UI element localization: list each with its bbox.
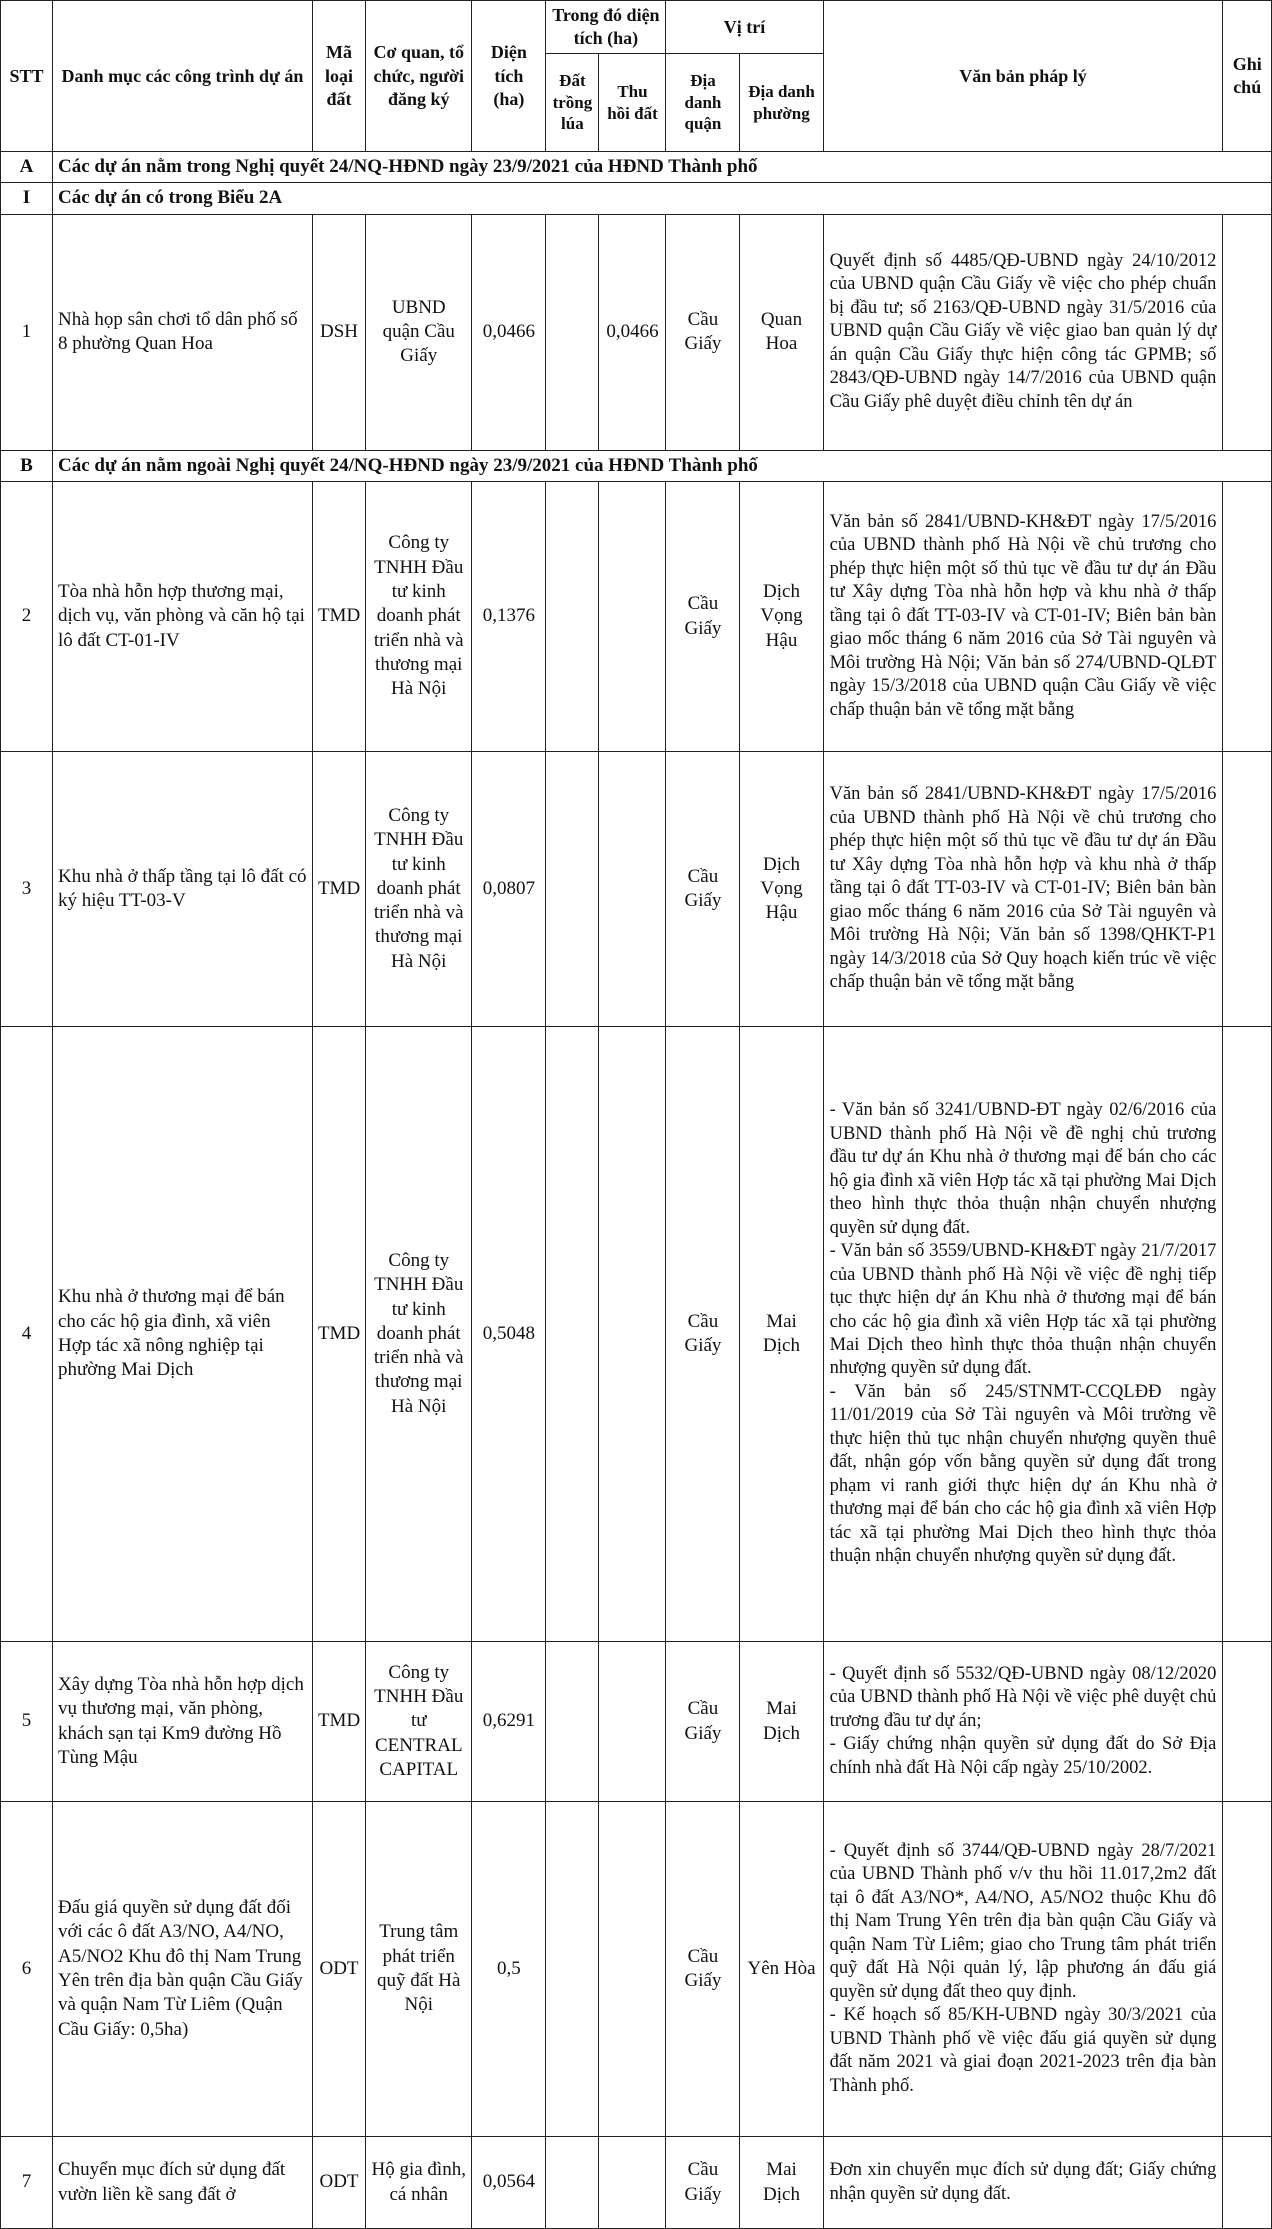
row-land-code: ODT [312, 2137, 365, 2229]
row-legal-docs: - Văn bản số 3241/UBND-ĐT ngày 02/6/2016 của UBND thành phố Hà Nội về đề nghị chủ trương đầu tư dự án Khu nhà ở thương mại để bán cho các hộ gia đình xã viên Hợp tác xã tại phường Mai Dịch theo hình thực thỏa thuận nhận chuyển nhượng quyền sử dụng đất. - Văn bản số 3559/UBND-KH&ĐT ngày 21/7/2017 của UBND thành phố Hà Nội về việc đề nghị tiếp tục thực hiện dự án Khu nhà ở thương mại để bán cho các hộ gia đình xã viên Hợp tác xã tại phường Mai Dịch theo hình thực thỏa thuận nhận chuyển nhượng quyền sử dụng đất. - Văn bản số 245/STNMT-CCQLĐĐ ngày 11/01/2019 của Sở Tài nguyên và Môi trường về thực hiện thủ tục nhận chuyển nhượng quyền thuê đất, nhận góp vốn bằng quyền sử dụng đất trong phạm vi ranh giới thực hiện dự án Khu nhà ở thương mại để bán cho các hộ gia đình xã viên Hợp tác xã tại phường Mai Dịch theo hình thực thỏa thuận nhận chuyển nhượng quyền sử dụng đất. [823, 1027, 1223, 1642]
row-rice-land [546, 214, 599, 450]
row-notes [1223, 752, 1272, 1027]
section-code: A [1, 152, 53, 183]
row-notes [1223, 1027, 1272, 1642]
row-recovered-land: 0,0466 [599, 214, 666, 450]
table-row [1, 1802, 1272, 2137]
section-row [1, 183, 1272, 214]
row-organization: Trung tâm phát triển quỹ đất Hà Nội [366, 1802, 472, 2137]
row-ward: Quan Hoa [740, 214, 823, 450]
row-stt: 7 [1, 2137, 53, 2229]
row-district: Cầu Giấy [666, 214, 740, 450]
table-row [1, 1027, 1272, 1642]
row-land-code: TMD [312, 1642, 365, 1802]
row-organization: Công ty TNHH Đầu tư CENTRAL CAPITAL [366, 1642, 472, 1802]
row-land-code: ODT [312, 1802, 365, 2137]
row-organization: Hộ gia đình, cá nhân [366, 2137, 472, 2229]
header-of-which: Trong đó diện tích (ha) [546, 1, 666, 54]
row-organization: Công ty TNHH Đầu tư kinh doanh phát triển nhà và thương mại Hà Nội [366, 752, 472, 1027]
row-project-name: Tòa nhà hỗn hợp thương mại, dịch vụ, văn phòng và căn hộ tại lô đất CT-01-IV [52, 482, 312, 752]
row-recovered-land [599, 1802, 666, 2137]
row-land-code: DSH [312, 214, 365, 450]
row-notes [1223, 482, 1272, 752]
row-notes [1223, 2137, 1272, 2229]
table-row [1, 752, 1272, 1027]
table-row [1, 2137, 1272, 2229]
row-legal-docs: Quyết định số 4485/QĐ-UBND ngày 24/10/2012 của UBND quận Cầu Giấy về việc cho phép chuẩn bị đầu tư; số 2163/QĐ-UBND ngày 31/5/2016 của UBND quận Cầu Giấy về việc giao ban quản lý dự án quận Cầu Giấy thực hiện công tác GPMB; số 2843/QĐ-UBND ngày 14/7/2016 của UBND quận Cầu Giấy phê duyệt điều chỉnh tên dự án [823, 214, 1223, 450]
section-title: Các dự án có trong Biểu 2A [52, 183, 1271, 214]
table-row [1, 1642, 1272, 1802]
row-ward: Mai Dịch [740, 2137, 823, 2229]
header-rice-land: Đất trồng lúa [546, 54, 599, 152]
row-area: 0,5048 [472, 1027, 546, 1642]
row-project-name: Khu nhà ở thương mại để bán cho các hộ gia đình, xã viên Hợp tác xã nông nghiệp tại phường Mai Dịch [52, 1027, 312, 1642]
row-area: 0,5 [472, 1802, 546, 2137]
row-stt: 1 [1, 214, 53, 450]
header-project-list: Danh mục các công trình dự án [52, 1, 312, 152]
row-legal-docs: Đơn xin chuyển mục đích sử dụng đất; Giấy chứng nhận quyền sử dụng đất. [823, 2137, 1223, 2229]
header-stt: STT [1, 1, 53, 152]
header-area: Diện tích (ha) [472, 1, 546, 152]
section-row [1, 152, 1272, 183]
section-code: B [1, 450, 53, 481]
row-district: Cầu Giấy [666, 1802, 740, 2137]
row-rice-land [546, 482, 599, 752]
row-ward: Dịch Vọng Hậu [740, 482, 823, 752]
table-row [1, 482, 1272, 752]
row-ward: Yên Hòa [740, 1802, 823, 2137]
row-project-name: Xây dựng Tòa nhà hỗn hợp dịch vụ thương mại, văn phòng, khách sạn tại Km9 đường Hồ Tùng Mậu [52, 1642, 312, 1802]
row-district: Cầu Giấy [666, 2137, 740, 2229]
row-ward: Mai Dịch [740, 1642, 823, 1802]
row-stt: 6 [1, 1802, 53, 2137]
row-recovered-land [599, 2137, 666, 2229]
row-district: Cầu Giấy [666, 752, 740, 1027]
section-row [1, 450, 1272, 481]
header-organization: Cơ quan, tổ chức, người đăng ký [366, 1, 472, 152]
row-district: Cầu Giấy [666, 1027, 740, 1642]
row-organization: UBND quận Cầu Giấy [366, 214, 472, 450]
row-organization: Công ty TNHH Đầu tư kinh doanh phát triển nhà và thương mại Hà Nội [366, 482, 472, 752]
header-land-code: Mã loại đất [312, 1, 365, 152]
row-notes [1223, 214, 1272, 450]
header-legal-docs: Văn bản pháp lý [823, 1, 1223, 152]
section-code: I [1, 183, 53, 214]
row-organization: Công ty TNHH Đầu tư kinh doanh phát triển nhà và thương mại Hà Nội [366, 1027, 472, 1642]
header-recovered-land: Thu hồi đất [599, 54, 666, 152]
header-district: Địa danh quận [666, 54, 740, 152]
header-location: Vị trí [666, 1, 823, 54]
row-project-name: Khu nhà ở thấp tầng tại lô đất có ký hiệu TT-03-V [52, 752, 312, 1027]
row-rice-land [546, 1027, 599, 1642]
header-ward: Địa danh phường [740, 54, 823, 152]
row-area: 0,6291 [472, 1642, 546, 1802]
row-ward: Mai Dịch [740, 1027, 823, 1642]
row-legal-docs: Văn bản số 2841/UBND-KH&ĐT ngày 17/5/2016 của UBND thành phố Hà Nội về chủ trương cho phép thực hiện một số thủ tục về đầu tư dự án Đầu tư Xây dựng Tòa nhà hỗn hợp và khu nhà ở thấp tầng tại ô đất TT-03-IV và CT-01-IV; Biên bản bàn giao mốc tháng 6 năm 2016 của Sở Tài nguyên và Môi trường Hà Nội; Văn bản số 274/UBND-QLĐT ngày 15/3/2018 của UBND quận Cầu Giấy về việc chấp thuận bản vẽ tổng mặt bằng [823, 482, 1223, 752]
row-area: 0,0466 [472, 214, 546, 450]
row-recovered-land [599, 1642, 666, 1802]
row-recovered-land [599, 482, 666, 752]
row-district: Cầu Giấy [666, 1642, 740, 1802]
row-rice-land [546, 1802, 599, 2137]
row-project-name: Nhà họp sân chơi tổ dân phố số 8 phường Quan Hoa [52, 214, 312, 450]
row-stt: 2 [1, 482, 53, 752]
row-rice-land [546, 2137, 599, 2229]
row-district: Cầu Giấy [666, 482, 740, 752]
row-ward: Dịch Vọng Hậu [740, 752, 823, 1027]
row-recovered-land [599, 752, 666, 1027]
row-project-name: Chuyển mục đích sử dụng đất vườn liền kề sang đất ở [52, 2137, 312, 2229]
row-notes [1223, 1802, 1272, 2137]
row-land-code: TMD [312, 752, 365, 1027]
header-notes: Ghi chú [1223, 1, 1272, 152]
row-legal-docs: - Quyết định số 5532/QĐ-UBND ngày 08/12/2020 của UBND thành phố Hà Nội về việc phê duyệt chủ trương đầu tư dự án; - Giấy chứng nhận quyền sử dụng đất do Sở Địa chính nhà đất Hà Nội cấp ngày 25/10/2002. [823, 1642, 1223, 1802]
row-area: 0,0807 [472, 752, 546, 1027]
row-stt: 4 [1, 1027, 53, 1642]
row-land-code: TMD [312, 482, 365, 752]
row-legal-docs: - Quyết định số 3744/QĐ-UBND ngày 28/7/2021 của UBND Thành phố v/v thu hồi 11.017,2m2 đất tại ô đất A3/NO*, A4/NO, A5/NO2 thuộc Khu đô thị Nam Trung Yên trên địa bàn quận Cầu Giấy và quận Nam Từ Liêm; giao cho Trung tâm phát triển quỹ đất Hà Nội quản lý, lập phương án đấu giá quyền sử dụng đất theo quy định. - Kế hoạch số 85/KH-UBND ngày 30/3/2021 của UBND Thành phố về việc đấu giá quyền sử dụng đất năm 2021 và giai đoạn 2021-2023 trên địa bàn Thành phố. [823, 1802, 1223, 2137]
row-notes [1223, 1642, 1272, 1802]
section-title: Các dự án nằm ngoài Nghị quyết 24/NQ-HĐND ngày 23/9/2021 của HĐND Thành phố [52, 450, 1271, 481]
row-recovered-land [599, 1027, 666, 1642]
row-legal-docs: Văn bản số 2841/UBND-KH&ĐT ngày 17/5/2016 của UBND thành phố Hà Nội về chủ trương cho phép thực hiện một số thủ tục về đầu tư dự án Đầu tư Xây dựng Tòa nhà hỗn hợp và khu nhà ở thấp tầng tại ô đất TT-03-IV và CT-01-IV; Biên bản bàn giao mốc tháng 6 năm 2016 của Sở Tài nguyên và Môi trường Hà Nội; Văn bản số 1398/QHKT-P1 ngày 14/3/2018 của Sở Quy hoạch kiến trúc về việc chấp thuận bản vẽ tổng mặt bằng [823, 752, 1223, 1027]
row-land-code: TMD [312, 1027, 365, 1642]
row-stt: 3 [1, 752, 53, 1027]
table-row [1, 214, 1272, 450]
row-rice-land [546, 1642, 599, 1802]
row-area: 0,0564 [472, 2137, 546, 2229]
row-area: 0,1376 [472, 482, 546, 752]
row-stt: 5 [1, 1642, 53, 1802]
row-rice-land [546, 752, 599, 1027]
row-project-name: Đấu giá quyền sử dụng đất đối với các ô đất A3/NO, A4/NO, A5/NO2 Khu đô thị Nam Trung Yên trên địa bàn quận Cầu Giấy và quận Nam Từ Liêm (Quận Cầu Giấy: 0,5ha) [52, 1802, 312, 2137]
section-title: Các dự án nằm trong Nghị quyết 24/NQ-HĐND ngày 23/9/2021 của HĐND Thành phố [52, 152, 1271, 183]
